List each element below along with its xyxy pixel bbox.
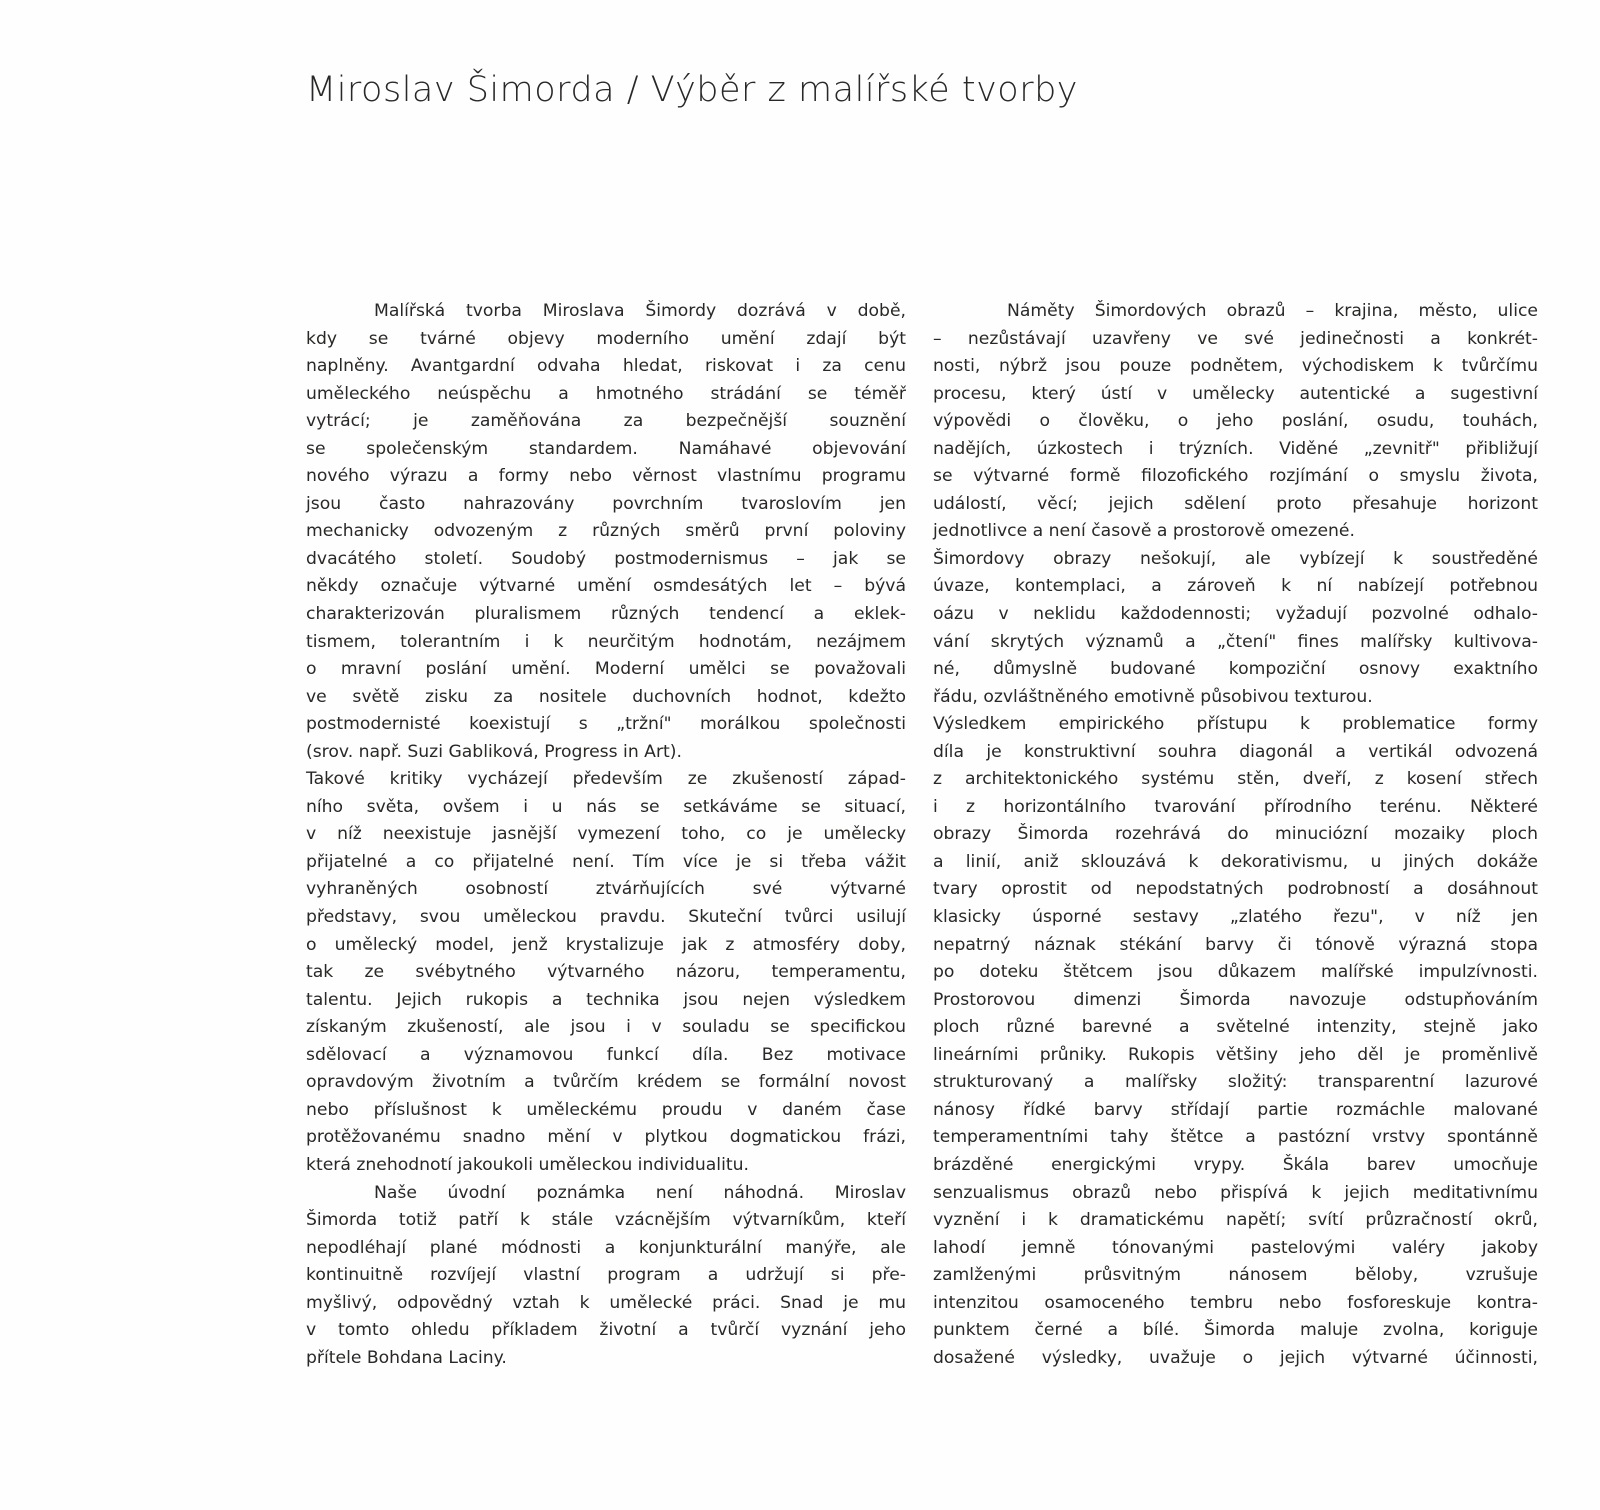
text-line: vání skrytých významů a „čtení" fines malířsky kultivova- (933, 631, 1538, 652)
text-line: kontinuitně rozvíjejí vlastní program a udržují si pře- (306, 1265, 906, 1286)
text-line: se výtvarné formě filozofického rozjímání o smyslu života, (933, 466, 1538, 487)
text-line: která znehodnotí jakoukoli uměleckou individualitu. (306, 1154, 749, 1175)
text-line: v tomto ohledu příkladem životní a tvůrčí vyznání jeho (306, 1320, 906, 1341)
text-line: nadějích, úzkostech i trýzních. Viděné „zevnitř" přibližují (933, 438, 1538, 459)
text-line: naplněny. Avantgardní odvaha hledat, riskovat i za cenu (306, 356, 906, 377)
text-line: vytrácí; je zaměňována za bezpečnější souznění (306, 411, 906, 432)
text-line: vyhraněných osobností ztvárňujících své výtvarné (306, 879, 906, 900)
text-line: dosažené výsledky, uvažuje o jejich výtvarné účinnosti, (933, 1347, 1538, 1368)
text-line: charakterizován pluralismem různých tendencí a eklek- (306, 604, 906, 625)
text-line: ve světě zisku za nositele duchovních hodnot, kdežto (306, 686, 906, 707)
text-line: Prostorovou dimenzi Šimorda navozuje odstupňováním (933, 989, 1538, 1010)
text-line: Naše úvodní poznámka není náhodná. Miroslav (374, 1182, 906, 1203)
text-line: z architektonického systému stěn, dveří, z kosení střech (933, 769, 1538, 790)
text-line: brázděné energickými vrypy. Škála barev umocňuje (933, 1154, 1538, 1175)
text-line: sdělovací a významovou funkcí díla. Bez motivace (306, 1044, 906, 1065)
text-line: senzualismus obrazů nebo přispívá k jejich meditativnímu (933, 1182, 1538, 1203)
text-line: postmodernisté koexistují s „tržní" morálkou společnosti (306, 714, 906, 735)
text-line: mechanicky odvozeným z různých směrů první poloviny (306, 521, 906, 542)
text-line: tismem, tolerantním i k neurčitým hodnotám, nezájmem (306, 631, 906, 652)
text-line: myšlivý, odpovědný vztah k umělecké práci. Snad je mu (306, 1292, 906, 1313)
text-line: oázu v neklidu každodennosti; vyžadují pozvolné odhalo- (933, 604, 1538, 625)
text-line: výpovědi o člověku, o jeho poslání, osudu, touhách, (933, 411, 1538, 432)
text-line: o umělecký model, jenž krystalizuje jak z atmosféry doby, (306, 934, 906, 955)
text-line: nánosy řídké barvy střídají partie rozmáchle malované (933, 1099, 1538, 1120)
text-line: intenzitou osamoceného tembru nebo fosforeskuje kontra- (933, 1292, 1538, 1313)
text-line: opravdovým životním a tvůrčím krédem se formální novost (306, 1072, 906, 1093)
text-line: tvary oprostit od nepodstatných podrobností a dosáhnout (933, 879, 1538, 900)
text-line: ního světa, ovšem i u nás se setkáváme se situací, (306, 796, 906, 817)
text-line: po doteku štětcem jsou důkazem malířské impulzívnosti. (933, 962, 1538, 983)
text-line: přítele Bohdana Laciny. (306, 1347, 507, 1368)
text-line: Šimordovy obrazy nešokují, ale vybízejí k soustředěné (933, 548, 1538, 569)
text-line: jednotlivce a není časově a prostorově omezené. (933, 521, 1355, 542)
text-line: uměleckého neúspěchu a hmotného strádání se téměř (306, 383, 906, 404)
text-line: úvaze, kontemplaci, a zároveň k ní nabízejí potřebnou (933, 576, 1538, 597)
text-line: získaným zkušeností, ale jsou i v souladu se specifickou (306, 1017, 906, 1038)
text-line: protěžovanému snadno mění v plytkou dogmatickou frázi, (306, 1127, 906, 1148)
text-line: o mravní poslání umění. Moderní umělci se považovali (306, 659, 906, 680)
text-line: se společenským standardem. Namáhavé objevování (306, 438, 906, 459)
text-line: i z horizontálního tvarování přírodního terénu. Některé (933, 796, 1538, 817)
text-line: nepatrný náznak stékání barvy či tónově výrazná stopa (933, 934, 1538, 955)
text-line: a linií, aniž sklouzává k dekorativismu, u jiných dokáže (933, 851, 1538, 872)
text-line: Výsledkem empirického přístupu k problematice formy (933, 714, 1538, 735)
text-line: řádu, ozvláštněného emotivně působivou texturou. (933, 686, 1373, 707)
text-line: Malířská tvorba Miroslava Šimordy dozrává v době, (374, 301, 906, 321)
text-line: zamlženými průsvitným nánosem běloby, vzrušuje (933, 1265, 1538, 1286)
text-line: strukturovaný a malířsky složitý: transparentní lazurové (933, 1072, 1538, 1093)
page-title: Miroslav Šimorda / Výběr z malířské tvorby (306, 70, 1079, 110)
text-line: (srov. např. Suzi Gabliková, Progress in Art). (306, 741, 682, 762)
text-line: Náměty Šimordových obrazů – krajina, město, ulice (1007, 301, 1538, 321)
text-line: vyznění i k dramatickému napětí; svítí průzračností okrů, (933, 1210, 1538, 1231)
text-line: – nezůstávají uzavřeny ve své jedinečnosti a konkrét- (933, 328, 1538, 349)
text-column-left (306, 298, 906, 1372)
text-line: představy, svou uměleckou pravdu. Skuteční tvůrci usilují (306, 907, 906, 928)
text-line: procesu, který ústí v umělecky autentické a sugestivní (933, 383, 1538, 404)
text-line: někdy označuje výtvarné umění osmdesátých let – bývá (306, 576, 906, 597)
text-line: kdy se tvárné objevy moderního umění zdají být (306, 328, 906, 349)
text-line: lahodí jemně tónovanými pastelovými valéry jakoby (933, 1237, 1538, 1258)
text-line: lineárními průniky. Rukopis většiny jeho děl je proměnlivě (933, 1044, 1538, 1065)
text-column-right (933, 298, 1538, 1372)
text-line: nového výrazu a formy nebo věrnost vlastnímu programu (306, 466, 906, 487)
text-line: nebo příslušnost k uměleckému proudu v daném čase (306, 1099, 906, 1120)
text-line: událostí, věcí; jejich sdělení proto přesahuje horizont (933, 493, 1538, 514)
text-line: v níž neexistuje jasnější vymezení toho, co je umělecky (306, 824, 906, 845)
text-line: dvacátého století. Soudobý postmodernismus – jak se (306, 548, 906, 569)
text-line: talentu. Jejich rukopis a technika jsou nejen výsledkem (306, 989, 906, 1010)
text-line: Takové kritiky vycházejí především ze zkušeností západ- (306, 769, 906, 790)
text-line: obrazy Šimorda rozehrává do minuciózní mozaiky ploch (933, 824, 1538, 845)
text-line: né, důmyslně budované kompoziční osnovy exaktního (933, 659, 1538, 680)
text-line: punktem černé a bílé. Šimorda maluje zvolna, koriguje (933, 1320, 1538, 1341)
text-line: nepodléhají plané módnosti a konjunkturální manýře, ale (306, 1237, 906, 1258)
text-line: temperamentními tahy štětce a pastózní vrstvy spontánně (933, 1127, 1538, 1148)
text-line: přijatelné a co přijatelné není. Tím více je si třeba vážit (306, 851, 906, 872)
text-line: jsou často nahrazovány povrchním tvaroslovím jen (306, 493, 906, 514)
text-line: klasicky úsporné sestavy „zlatého řezu", v níž jen (933, 907, 1538, 928)
text-line: Šimorda totiž patří k stále vzácnějším výtvarníkům, kteří (306, 1210, 906, 1231)
text-line: díla je konstruktivní souhra diagonál a vertikál odvozená (933, 741, 1538, 762)
text-line: nosti, nýbrž jsou pouze podnětem, východiskem k tvůrčímu (933, 356, 1538, 377)
text-line: tak ze svébytného výtvarného názoru, temperamentu, (306, 962, 906, 983)
text-line: ploch různé barevné a světelné intenzity, stejně jako (933, 1017, 1538, 1038)
